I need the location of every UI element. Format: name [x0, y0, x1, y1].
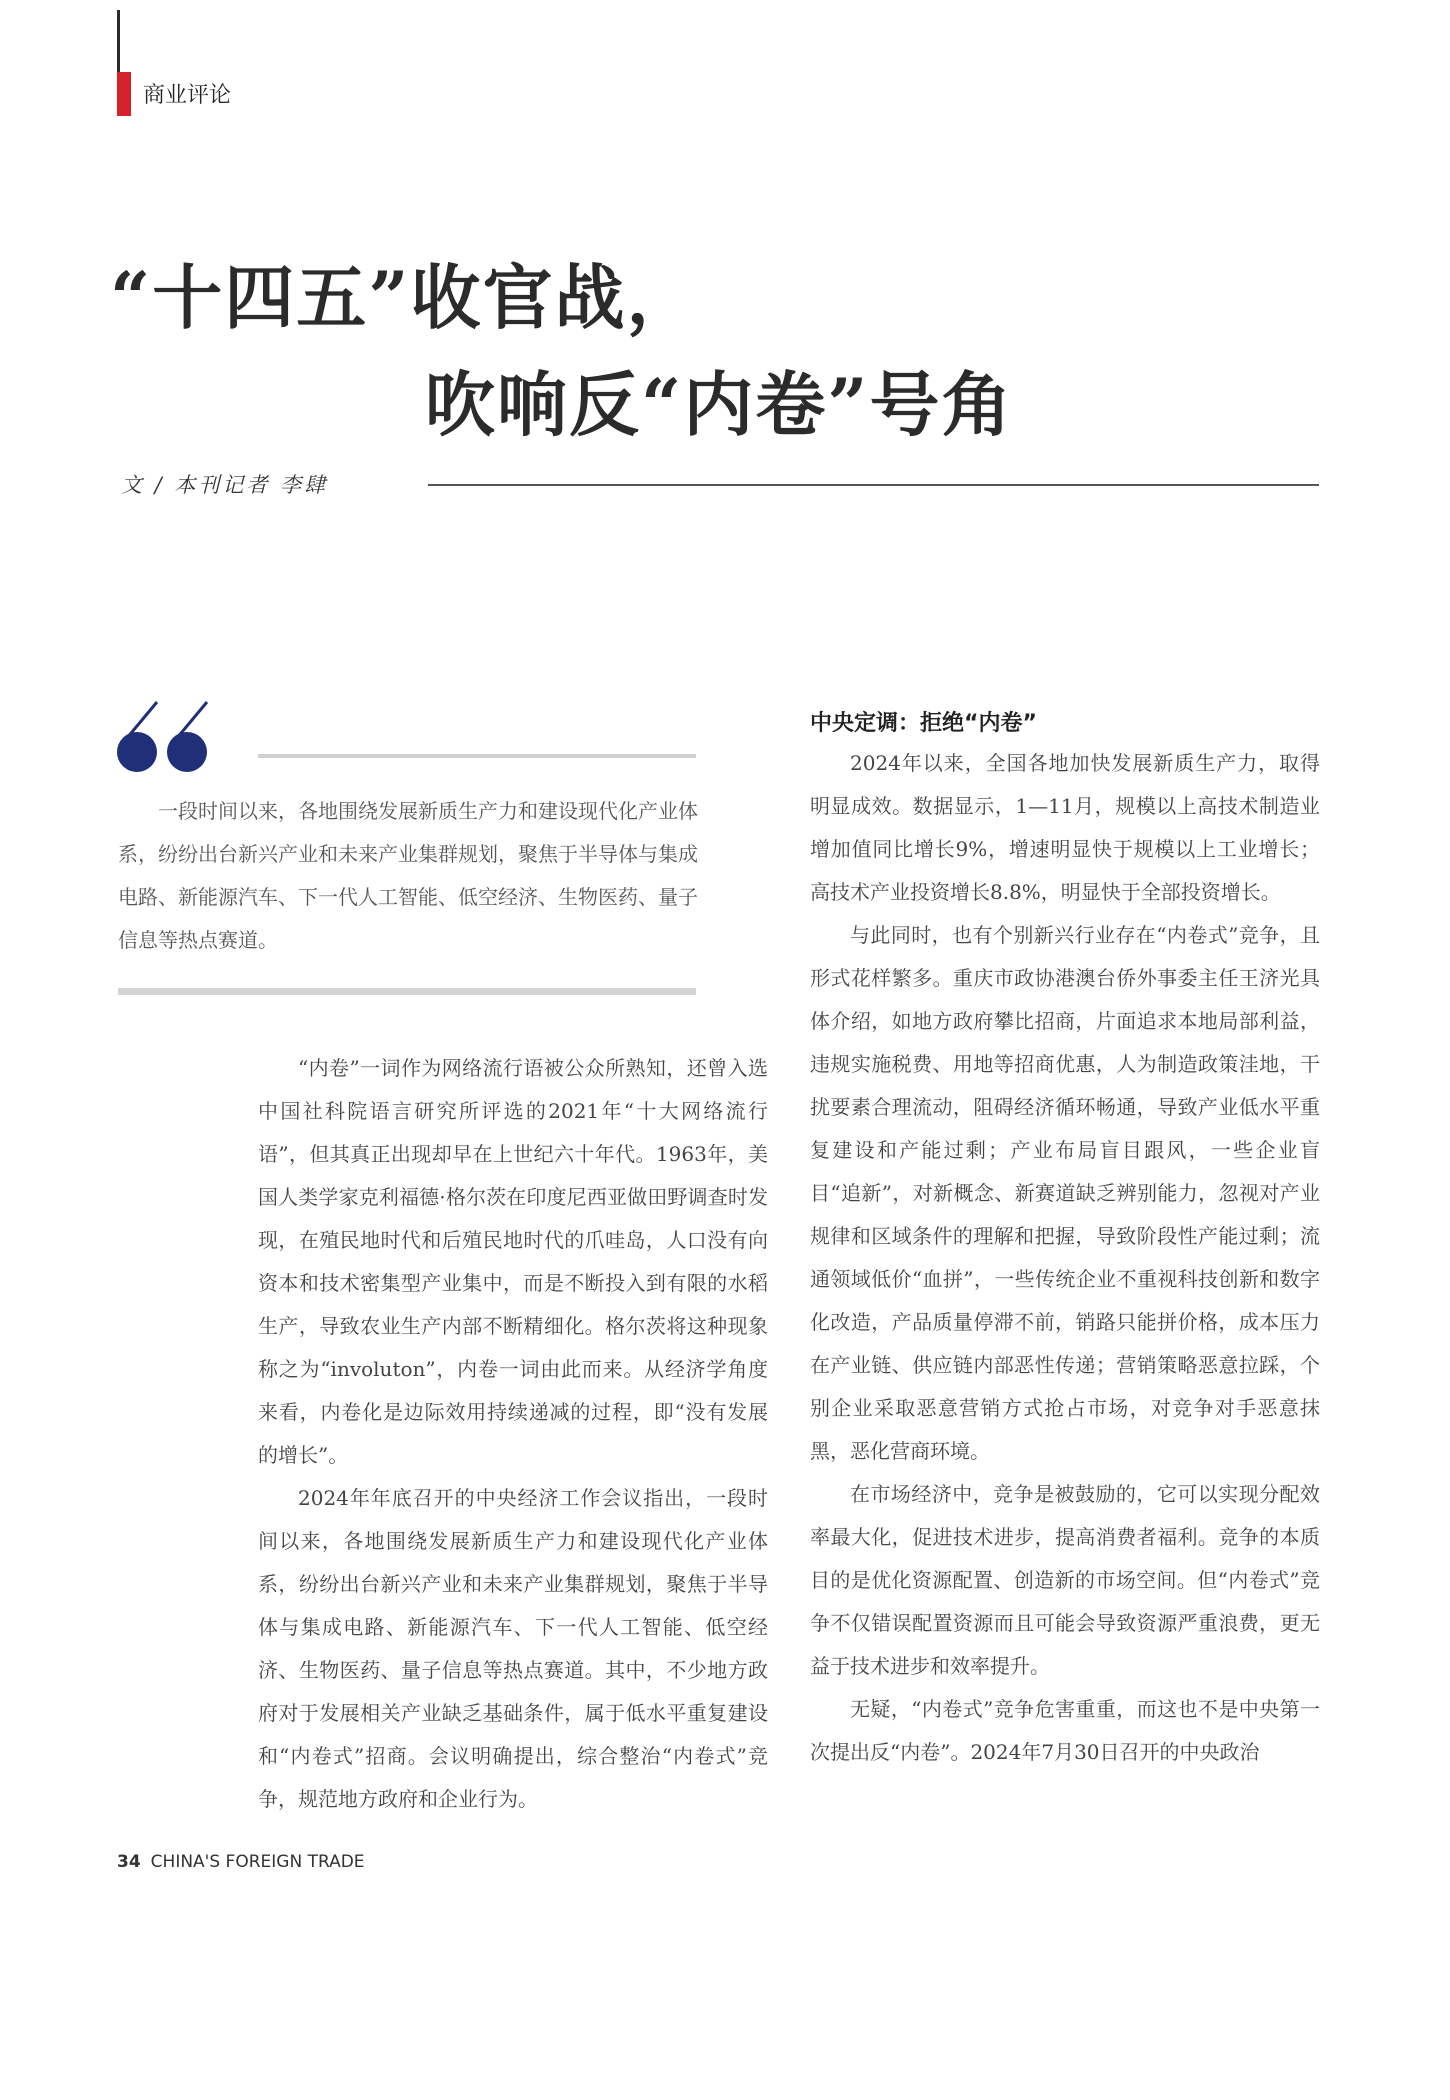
- page-number: 34: [117, 1852, 141, 1872]
- body-paragraph: “内卷”一词作为网络流行语被公众所熟知，还曾入选中国社科院语言研究所评选的2021年“十大网络流行语”，但其真正出现却早在上世纪六十年代。1963年，美国人类学家克利福德·格尔茨在印度尼西亚做田野调查时发现，在殖民地时代和后殖民地时代的爪哇岛，人口没有向资本和技术密集型产业集中，而是不断投入到有限的水稻生产，导致农业生产内部不断精细化。格尔茨将这种现象称之为“involuton”，内卷一词由此而来。从经济学角度来看，内卷化是边际效用持续递减的过程，即“没有发展的增长”。: [258, 1056, 768, 1467]
- body-paragraph: 无疑，“内卷式”竞争危害重重，而这也不是中央第一次提出反“内卷”。2024年7月30日召开的中央政治: [810, 1697, 1320, 1764]
- body-paragraph: 2024年年底召开的中央经济工作会议指出，一段时间以来，各地围绕发展新质生产力和建设现代化产业体系，纷纷出台新兴产业和未来产业集群规划，聚焦于半导体与集成电路、新能源汽车、下一代人工智能、低空经济、生物医药、量子信息等热点赛道。其中，不少地方政府对于发展相关产业缺乏基础条件，属于低水平重复建设和“内卷式”招商。会议明确提出，综合整治“内卷式”竞争，规范地方政府和企业行为。: [258, 1486, 768, 1811]
- page-footer: [117, 1852, 365, 1872]
- section-marker-accent: [117, 72, 131, 116]
- body-paragraph: 与此同时，也有个别新兴行业存在“内卷式”竞争，且形式花样繁多。重庆市政协港澳台侨外事委主任王济光具体介绍，如地方政府攀比招商，片面追求本地局部利益，违规实施税费、用地等招商优惠，人为制造政策洼地，干扰要素合理流动，阻碍经济循环畅通，导致产业低水平重复建设和产能过剩；产业布局盲目跟风，一些企业盲目“追新”，对新概念、新赛道缺乏辨别能力，忽视对产业规律和区域条件的理解和把握，导致阶段性产能过剩；流通领域低价“血拼”，一些传统企业不重视科技创新和数字化改造，产品质量停滞不前，销路只能拼价格，成本压力在产业链、供应链内部恶性传递；营销策略恶意拉踩，个别企业采取恶意营销方式抢占市场，对竞争对手恶意抹黑，恶化营商环境。: [810, 923, 1320, 1463]
- quote-mark-icon: [165, 700, 235, 780]
- article-title-line2: 吹响反“内卷”号角: [425, 363, 1014, 446]
- byline: 文 / 本刊记者 李肆: [121, 473, 329, 497]
- section-label: 商业评论: [143, 83, 232, 108]
- article-title-line1: “十四五”收官战，: [110, 256, 699, 339]
- body-paragraph: 2024年以来，全国各地加快发展新质生产力，取得明显成效。数据显示，1—11月，规模以上高技术制造业增加值同比增长9%，增速明显快于规模以上工业增长；高技术产业投资增长8.8%，明显快于全部投资增长。: [810, 751, 1320, 904]
- body-column-right: [810, 742, 1320, 1774]
- pullquote-rule-bottom: [118, 988, 696, 995]
- body-paragraph: 在市场经济中，竞争是被鼓励的，它可以实现分配效率最大化，促进技术进步，提高消费者福利。竞争的本质目的是优化资源配置、创造新的市场空间。但“内卷式”竞争不仅错误配置资源而且可能会导致资源严重浪费，更无益于技术进步和效率提升。: [810, 1482, 1320, 1678]
- pullquote-rule-top: [258, 754, 696, 758]
- pullquote: 一段时间以来，各地围绕发展新质生产力和建设现代化产业体系，纷纷出台新兴产业和未来产业集群规划，聚焦于半导体与集成电路、新能源汽车、下一代人工智能、低空经济、生物医药、量子信息等热点赛道。: [118, 799, 698, 952]
- publication-name: CHINA'S FOREIGN TRADE: [150, 1852, 365, 1872]
- section-heading: 中央定调：拒绝“内卷”: [810, 711, 1037, 736]
- byline-divider: [428, 484, 1319, 486]
- body-column-left: [258, 1047, 768, 1821]
